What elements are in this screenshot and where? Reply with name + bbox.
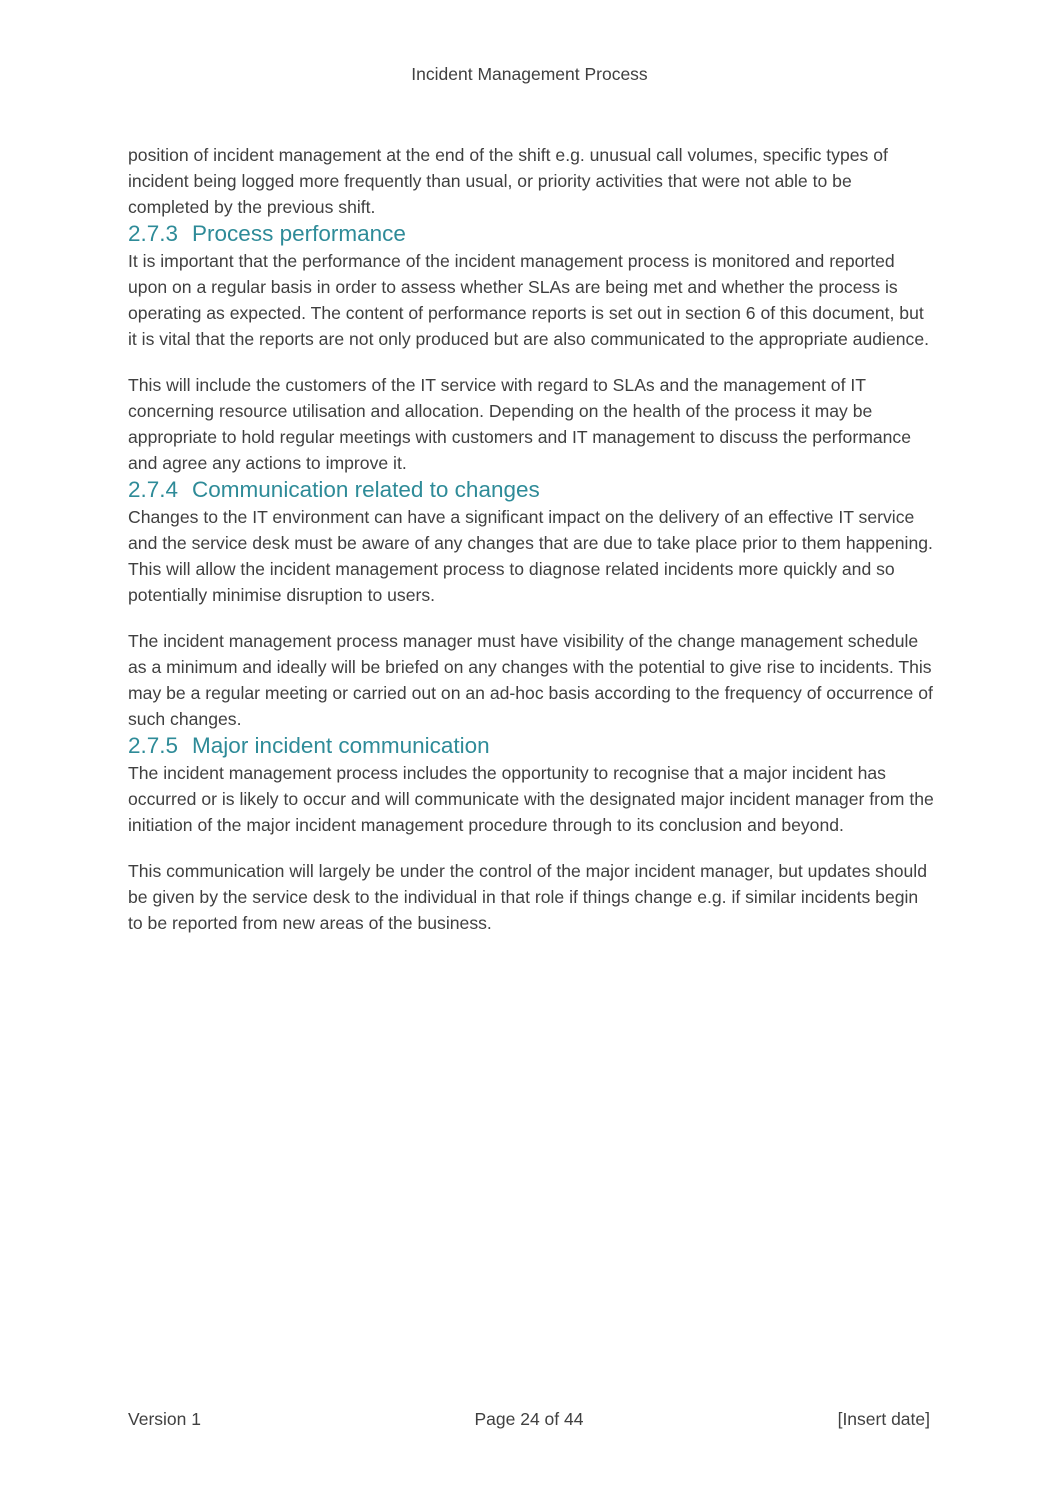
section-number: 2.7.4 (128, 477, 179, 502)
footer-page-number: Page 24 of 44 (474, 1409, 584, 1429)
section-paragraph: The incident management process manager must have visibility of the change management schedule as a minimum and ideally will be briefed on any changes with the potential to give rise to incidents. This may be a regular meeting or carried out on an ad-hoc basis according to the frequency of occurrence of such changes. (128, 631, 933, 729)
section-number: 2.7.3 (128, 221, 179, 246)
footer-date: [Insert date] (837, 1409, 930, 1429)
section-paragraph: Changes to the IT environment can have a significant impact on the delivery of an effective IT service and the service desk must be aware of any changes that are due to take place prior to them happening. This will allow the incident management process to diagnose related incidents more quickly and so potentially minimise disruption to users. (128, 507, 933, 605)
section-heading-2-7-3 (128, 220, 934, 248)
section-title: Process performance (192, 221, 406, 246)
section-heading-2-7-5 (128, 732, 934, 760)
section-paragraph: This communication will largely be under the control of the major incident manager, but updates should be given by the service desk to the individual in that role if things change e.g. if similar incidents begin to be reported from new areas of the business. (128, 861, 928, 933)
document-body (128, 142, 934, 936)
section-paragraph: It is important that the performance of the incident management process is monitored and reported upon on a regular basis in order to assess whether SLAs are being met and whether the process is operating as expected. The content of performance reports is set out in section 6 of this document, but it is vital that the reports are not only produced but are also communicated to the appropriate audience. (128, 251, 929, 349)
intro-paragraph: position of incident management at the end of the shift e.g. unusual call volumes, specific types of incident being logged more frequently than usual, or priority activities that were not able to be completed by the previous shift. (128, 145, 888, 217)
page-footer (128, 1409, 930, 1435)
section-heading-2-7-4 (128, 476, 934, 504)
section-title: Communication related to changes (192, 477, 540, 502)
footer-version: Version 1 (128, 1409, 201, 1429)
section-number: 2.7.5 (128, 733, 179, 758)
section-paragraph: The incident management process includes the opportunity to recognise that a major incident has occurred or is likely to occur and will communicate with the designated major incident manager from the initiation of the major incident management procedure through to its conclusion and beyond. (128, 763, 934, 835)
page-header: Incident Management Process (411, 64, 648, 84)
section-title: Major incident communication (192, 733, 490, 758)
section-paragraph: This will include the customers of the IT service with regard to SLAs and the management of IT concerning resource utilisation and allocation. Depending on the health of the process it may be appropriate to hold regular meetings with customers and IT management to discuss the performance and agree any actions to improve it. (128, 375, 912, 473)
